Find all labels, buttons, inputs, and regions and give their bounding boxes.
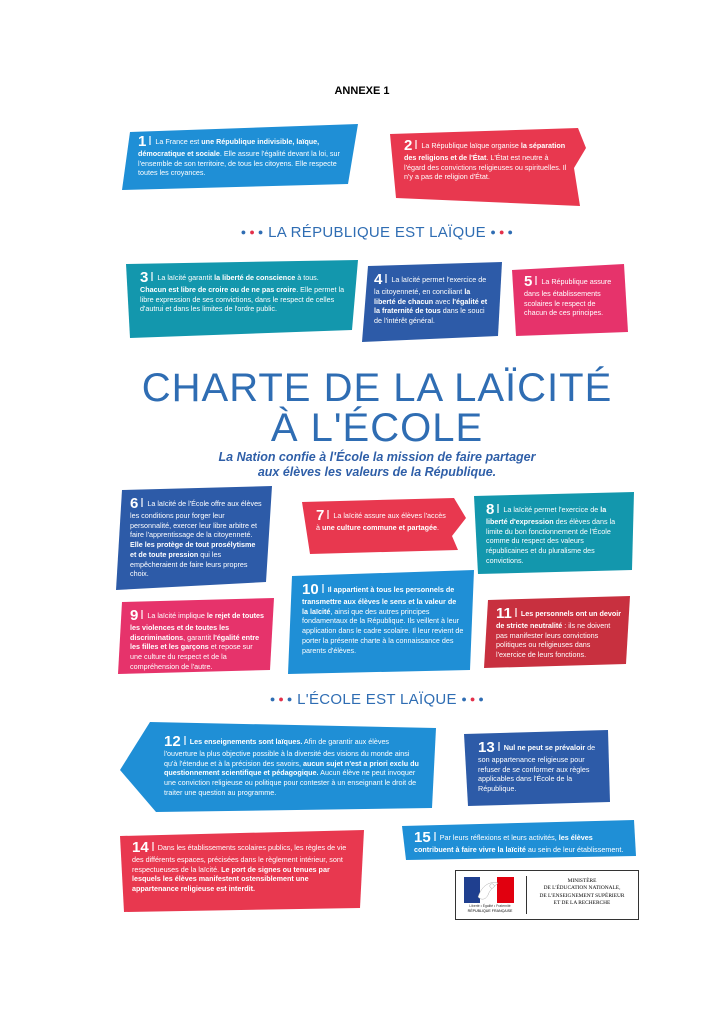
republic-motto: Liberté • Égalité • Fraternité xyxy=(469,904,511,908)
charter-subtitle-line1: La Nation confie à l'École la mission de faire partager xyxy=(218,450,536,464)
logo-divider xyxy=(526,876,527,914)
article-9: 9 La laïcité implique le rejet de toutes les violences et de toutes les discriminations, garantit l'égalité entre les filles et les garçons et repose sur une culture du respect et de la compréhension de l'autre. xyxy=(130,607,264,671)
article-12: 12 Les enseignements sont laïques. Afin de garantir aux élèves l'ouverture la plus objective possible à la diversité des visions du monde ainsi qu'à l'étendue et à la précision des savoirs, aucun sujet n'est a priori exclu du questionnement scientifique et pédagogique. Aucun élève ne peut invoquer une conviction religieuse ou politique pour contester à un enseignant le droit de traiter une question au programme. xyxy=(164,733,419,797)
article-14: 14 Dans les établissements scolaires publics, les règles de vie des différents espaces, précisées dans le règlement intérieur, sont respectueuses de la laïcité. Le port de signes ou tenues par lesquels les élèves manifestent ostensiblement une appartenance religieuse est interdit. xyxy=(132,839,347,894)
heading-republique: ● ● ● LA RÉPUBLIQUE EST LAÏQUE ● ● ● xyxy=(240,224,514,241)
article-4: 4 La laïcité permet l'exercice de la citoyenneté, en conciliant la liberté de chacun avec l'égalité et la fraternité de tous dans le souci de l'intérêt général. xyxy=(374,271,488,326)
article-11: 11 Les personnels ont un devoir de stricte neutralité : ils ne doivent pas manifester leurs convictions politiques ou religieuses dans l'exercice de leurs fonctions. xyxy=(496,605,622,660)
article-13: 13 Nul ne peut se prévaloir de son appartenance religieuse pour refuser de se conformer aux règles applicables dans l'École de la République. xyxy=(478,739,596,794)
article-6: 6 La laïcité de l'École offre aux élèves les conditions pour forger leur personnalité, exercer leur libre arbitre et faire l'apprentissage de la citoyenneté. Elle les protège de tout prosélytisme et de toute pression qui les empêcheraient de faire leurs propres choix. xyxy=(130,495,262,579)
article-2: 2 La République laïque organise la séparation des religions et de l'État. L'État est neutre à l'égard des convictions religieuses ou spirituelles. Il n'y a pas de religion d'État. xyxy=(404,137,567,182)
laicite-charter-poster xyxy=(112,118,642,918)
article-15: 15 Par leurs réflexions et leurs activités, les élèves contribuent à faire vivre la laïcité au sein de leur établissement. xyxy=(414,829,624,854)
heading-ecole: ● ● ● L'ÉCOLE EST LAÏQUE ● ● ● xyxy=(269,691,485,708)
ministry-logo xyxy=(455,870,639,920)
charter-subtitle-line2: aux élèves les valeurs de la République. xyxy=(257,465,497,479)
marianne-logo-icon xyxy=(464,877,514,903)
republic-name: RÉPUBLIQUE FRANÇAISE xyxy=(467,909,513,913)
charter-title-line2: À L'ÉCOLE xyxy=(270,406,484,450)
article-5: 5 La République assure dans les établissements scolaires le respect de chacun de ces principes. xyxy=(524,273,612,318)
article-10: 10 Il appartient à tous les personnels de transmettre aux élèves le sens et la valeur de la laïcité, ainsi que des autres principes fondamentaux de la République. Ils veillent à leur application dans le cadre scolaire. Il leur revient de porter la présente charte à la connaissance des parents d'élèves. xyxy=(302,581,464,655)
article-7: 7 La laïcité assure aux élèves l'accès à une culture commune et partagée. xyxy=(316,507,446,532)
ministry-name: MINISTÈRE DE L'ÉDUCATION NATIONALE, DE L'ENSEIGNEMENT SUPÉRIEUR ET DE LA RECHERCHE xyxy=(539,878,625,906)
article-1: 1 La France est une République indivisible, laïque, démocratique et sociale. Elle assure l'égalité devant la loi, sur l'ensemble de son territoire, de tous les citoyens. Elle respecte toutes les croyances. xyxy=(138,133,340,178)
article-8: 8 La laïcité permet l'exercice de la liberté d'expression des élèves dans la limite du bon fonctionnement de l'École comme du respect des valeurs républicaines et du pluralisme des convictions. xyxy=(486,501,616,565)
charter-title-line1: CHARTE DE LA LAÏCITÉ xyxy=(141,366,613,410)
article-number: 1 xyxy=(138,133,147,150)
annexe-label: ANNEXE 1 xyxy=(334,85,390,97)
article-3: 3 La laïcité garantit la liberté de conscience à tous. Chacun est libre de croire ou de ne pas croire. Elle permet la libre expression de ses convictions, dans le respect de celles d'autrui et dans les limites de l'ordre public. xyxy=(140,269,345,314)
